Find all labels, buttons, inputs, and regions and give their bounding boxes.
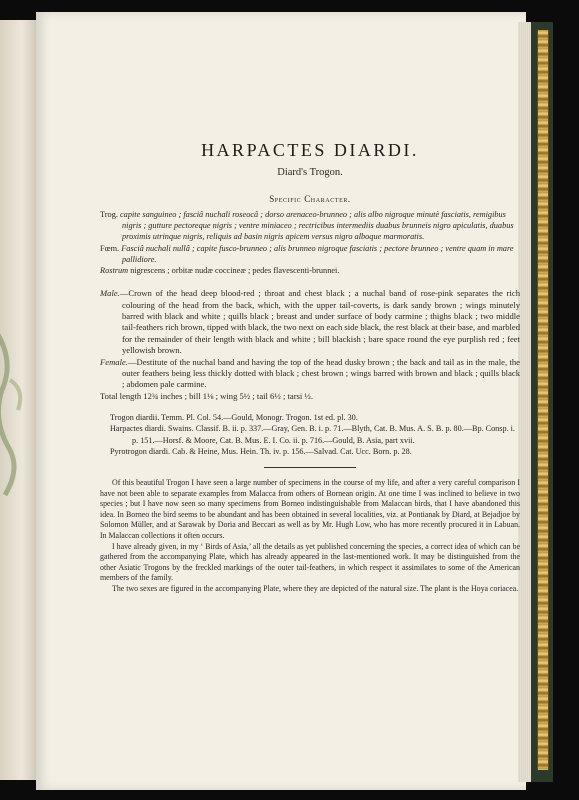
female-description: Female.—Destitute of the nuchal band and having the top of the head dusky brown ; the back and tail as in the male, the outer feathers being less thickly dotted with black ; chest brown ; wings barred with brown and black ; quills black ; abdomen pale carmine. [100, 356, 520, 390]
gilt-spine-ornament [537, 30, 549, 770]
facing-page-edge [0, 20, 40, 780]
english-description [100, 288, 520, 402]
paragraph: I have already given, in my ‘ Birds of Asia,’ all the details as yet published concerning the species, a correct idea of which can be gathered from the accompanying Plate, which has already appeared in the last-mentioned work. It may be distinguished from the other Asiatic Trogons by the freckled markings of the outer tail-feathers, in which respect it assimilates to some of the American members of the family. [100, 541, 520, 583]
section-divider [264, 467, 356, 468]
latin-rostrum: Rostrum nigrescens ; orbitæ nudæ coccineæ ; pedes flavescenti-brunnei. [100, 266, 340, 276]
plate-illustration-fragment [0, 320, 30, 500]
synonymy-references [100, 412, 520, 457]
paragraph: Of this beautiful Trogon I have seen a large number of specimens in the course of my life, and after a very careful comparison I have not been able to separate examples from Malacca from others of Bornean origin. At one time I was inclined to believe in two species ; but I have now seen so many specimens from Borneo indistinguishable from Malaccan birds, that I have abandoned this idea. In Borneo the bird seems to be abundant and has been obtained in several localities, viz. at Pontianak by Diard, at Bejadjoe by Solomon Müller, and at Sarawak by Doria and Beccari as well as by Mr. Hugh Low, who has more recently procured it in Labuan. In Malaccan collections it often occurs. [100, 478, 520, 541]
reference-item: Trogon diardii. Temm. Pl. Col. 54.—Gould, Monogr. Trogon. 1st ed. pl. 30. [110, 413, 358, 423]
male-description: Male.—Crown of the head deep blood-red ; throat and chest black ; a nuchal band of rose-pink separates the rich colouring of the head from the back, which, with the upper tail-coverts, is dark sandy brown ; wings minutely barred with black and white ; quills black ; breast and under surface of body carmine ; thighs black ; two middle tail-feathers rich brown, tipped with black, the two next on each side black, the rest black at their base, and marbled for the remainder of their length with black and white ; bill blackish ; bare space round the eye purplish red ; feet yellowish brown. [100, 288, 520, 356]
page-stack-edge [518, 22, 532, 782]
page-content [100, 140, 520, 595]
specific-character-heading: Specific Character. [269, 194, 351, 204]
latin-male: Trog. capite sanguineo ; fasciâ nuchali roseocâ ; dorso arenaceo-brunneo ; alis albo nigroque minutè fasciatis, remigibus nigris ; gutture pectoreque nigris ; ventre miniaceo ; rectricibus intermediis duabus brunneis nigro apiculatis, duabus proximis utrinque nigris, reliquis ad basin nigris apicem versus nigro alboque marmoratis. [100, 210, 514, 242]
species-title: HARPACTES DIARDI. [201, 140, 419, 160]
reference-item: Pyrotrogon diardi. Cab. & Heine, Mus. Hein. Th. iv. p. 156.—Salvad. Cat. Ucc. Born. p. 28. [110, 446, 412, 456]
reference-item: Harpactes diardi. Swains. Classif. B. ii. p. 337.—Gray, Gen. B. i. p. 71.—Blyth, Cat. B. Mus. A. S. B. p. 80.—Bp. Consp. i. p. 151.—Horsf. & Moore, Cat. B. Mus. E. I. Co. ii. p. 716.—Gould, B. Asia, part xvii. [110, 424, 515, 445]
latin-female: Fœm. Fasciâ nuchali nullâ ; capite fusco-brunneo ; alis brunneo nigroque fasciatis ; pectore brunneo ; ventre quam in mare pallidiore. [100, 243, 514, 264]
common-name: Diard's Trogon. [277, 167, 343, 178]
narrative-text [100, 478, 520, 595]
paragraph: The two sexes are figured in the accompanying Plate, where they are depicted of the natural size. The plant is the Hoya coriacea. [112, 584, 519, 594]
latin-diagnosis [100, 209, 520, 276]
measurements: Total length 12¾ inches ; bill 1⅛ ; wing 5½ ; tail 6½ ; tarsi ½. [100, 390, 314, 401]
